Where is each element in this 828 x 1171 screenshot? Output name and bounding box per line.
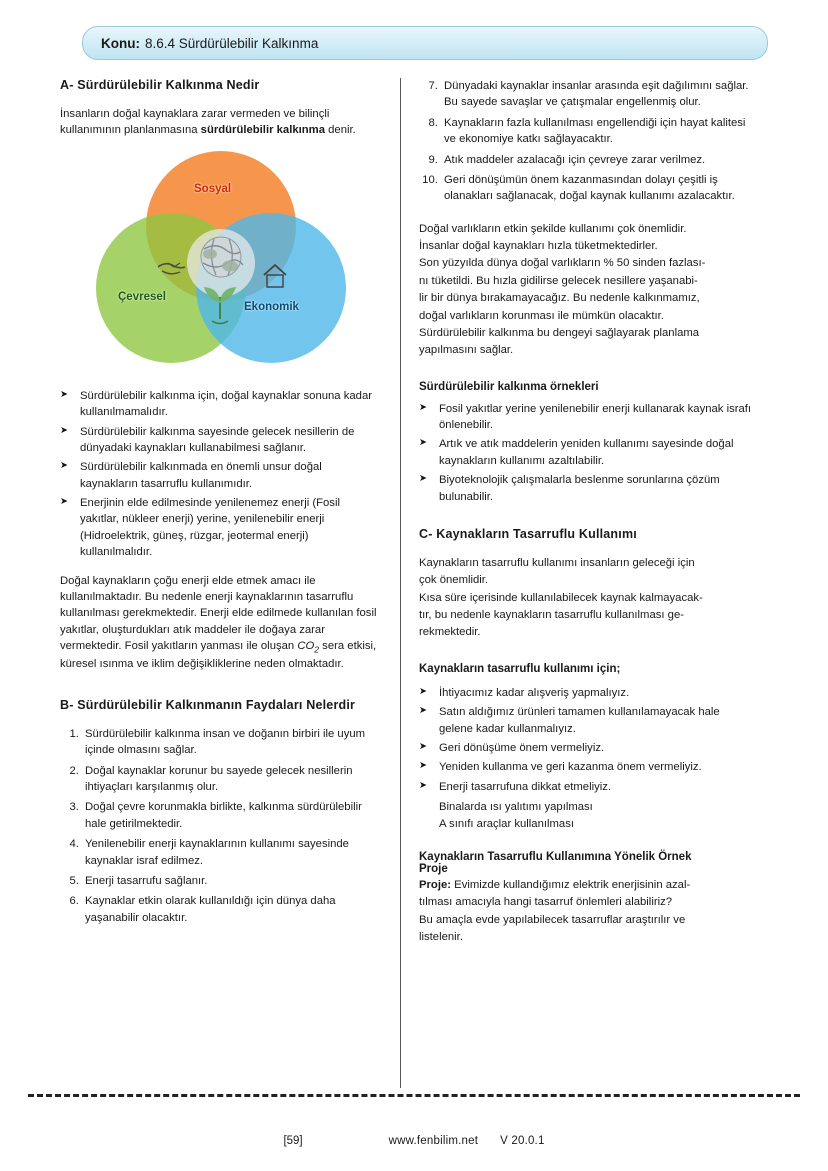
- list-item: 3. Doğal çevre korunmakla birlikte, kalkınma sürdürülebilir hale getirilmektedir.: [82, 799, 382, 832]
- venn-diagram: [96, 151, 346, 366]
- list-item: ➤ Geri dönüşüme önem vermeliyiz.: [419, 740, 756, 756]
- saving-tips-list: [419, 685, 756, 795]
- topic-label: Konu:: [101, 35, 140, 51]
- efficient-use-paragraph: [419, 555, 756, 641]
- project-heading-line1: Kaynakların Tasarruflu Kullanımına Yönelik Örnek: [419, 850, 692, 863]
- formula-co2-subscript: 2: [314, 644, 320, 655]
- list-item: ➤ Satın aldığımız ürünleri tamamen kullanılamayacak hale gelene kadar kullanmalıyız.: [419, 704, 756, 737]
- version-label: V 20.0.1: [500, 1135, 545, 1147]
- benefits-numbered-list: [60, 726, 382, 926]
- venn-diagram-figure: [60, 151, 382, 366]
- list-item: 6. Kaynaklar etkin olarak kullanıldığı için dünya daha yaşanabilir olacaktır.: [82, 893, 382, 926]
- paragraph-line: nı tüketildi. Bu hızla gidilirse gelecek nesillere yaşanabi-: [419, 274, 698, 287]
- paragraph-line: listelenir.: [419, 930, 463, 943]
- formula-co2: [297, 640, 320, 655]
- project-line-text: Evimizde kullandığımız elektrik enerjisinin azal-: [451, 878, 691, 891]
- paragraph-line: İnsanlar doğal kaynakları hızla tüketmektedirler.: [419, 240, 658, 252]
- paragraph-line: lir bir dünya bırakamayacağız. Bu nedenle kalkınmamız,: [419, 292, 700, 305]
- examples-list: [419, 401, 756, 505]
- examples-heading: Sürdürülebilir kalkınma örnekleri: [419, 380, 599, 393]
- paragraph-line: Doğal varlıkların etkin şekilde kullanımı çok önemlidir.: [419, 222, 687, 235]
- paragraph-line: Son yüzyılda dünya doğal varlıkların % 50 sinden fazlası-: [419, 257, 706, 270]
- paragraph-line: rekmektedir.: [419, 626, 481, 639]
- website-url: www.fenbilim.net: [388, 1135, 479, 1147]
- paragraph-line: çok önemlidir.: [419, 574, 489, 587]
- benefits-numbered-list-continued: [419, 78, 756, 205]
- list-item: 4. Yenilenebilir enerji kaynaklarının kullanımı sayesinde kaynaklar israf edilmez.: [82, 836, 382, 869]
- right-column: [401, 78, 756, 1093]
- list-item: ➤ Enerjinin elde edilmesinde yenilenemez enerji (Fosil yakıtlar, nükleer enerji) yerine, yenilenebilir enerji (Hidroelektrik, güneş, rüzgar, jeotermal enerji) kullanılmalıdır.: [60, 495, 382, 561]
- venn-label-economic: Ekonomik: [244, 300, 299, 313]
- formula-co2-letters: CO: [297, 640, 315, 652]
- paragraph-line: Sürdürülebilir kalkınma bu dengeyi sağlayarak planlama: [419, 326, 700, 339]
- project-label: Proje:: [419, 878, 452, 891]
- list-item: ➤ Yeniden kullanma ve geri kazanma önem vermeliyiz.: [419, 759, 756, 775]
- list-item: 8. Kaynakların fazla kullanılması engellendiği için hayat kalitesi ve ekonomiye katkı sağlayacaktır.: [441, 115, 756, 148]
- saving-for-heading: Kaynakların tasarruflu kullanımı için;: [419, 662, 621, 675]
- topic-title-bar: [82, 26, 768, 60]
- list-item: ➤ Sürdürülebilir kalkınma için, doğal kaynaklar sonuna kadar kullanılmamalıdır.: [60, 388, 382, 421]
- page-footer: [0, 1135, 828, 1147]
- topic-value: 8.6.4 Sürdürülebilir Kalkınma: [144, 35, 319, 51]
- list-item: ➤ Sürdürülebilir kalkınma sayesinde gelecek nesillerin de dünyadaki kaynakları kullanabilmesi sağlanır.: [60, 424, 382, 457]
- project-heading-line2: Proje: [419, 862, 448, 875]
- section-a-intro: [60, 106, 382, 139]
- paragraph-line: tır, bu nedenle kaynakların tasarruflu kullanılması ge-: [419, 609, 684, 621]
- list-item: 10. Geri dönüşümün önem kazanmasından dolayı çeşitli iş olanakları sağlanacak, doğal kaynak kullanımı azalacaktır.: [441, 172, 756, 205]
- list-item: 7. Dünyadaki kaynaklar insanlar arasında eşit dağılımını sağlar. Bu sayede savaşlar ve çatışmalar engellenmiş olur.: [441, 78, 756, 111]
- list-item: ➤ Artık ve atık maddelerin yeniden kullanımı sayesinde doğal kaynakların kullanımı azaltılabilir.: [419, 436, 756, 469]
- venn-label-environmental: Çevresel: [118, 290, 166, 303]
- section-c-heading: C- Kaynakların Tasarruflu Kullanımı: [419, 526, 637, 541]
- natural-resources-paragraph: [419, 221, 756, 359]
- list-item: ➤ Fosil yakıtlar yerine yenilenebilir enerji kullanarak kaynak israfı önlenebilir.: [419, 401, 756, 434]
- paragraph-line: doğal varlıkların korunması ile mümkün olacaktır.: [419, 309, 664, 322]
- paragraph-line: yapılmasını sağlar.: [419, 344, 514, 357]
- paragraph-line: Binalarda ısı yalıtımı yapılması: [439, 801, 593, 813]
- list-item: 2. Doğal kaynaklar korunur bu sayede gelecek nesillerin ihtiyaçları karşılanmış olur.: [82, 763, 382, 796]
- venn-label-social: Sosyal: [194, 182, 232, 195]
- list-item: ➤ Biyoteknolojik çalışmalarla beslenme sorunlarına çözüm bulunabilir.: [419, 472, 756, 505]
- paragraph-line: Bu amaçla evde yapılabilecek tasarruflar araştırılır ve: [419, 913, 686, 926]
- saving-tips-extra-lines: [419, 799, 756, 833]
- list-item: ➤ Sürdürülebilir kalkınmada en önemli unsur doğal kaynakların tasarruflu kullanımıdır.: [60, 459, 382, 492]
- left-arrow-bullet-list: [60, 388, 382, 561]
- section-a-heading: A- Sürdürülebilir Kalkınma Nedir: [60, 78, 260, 92]
- paragraph-line: tılması amacıyla hangi tasarruf önlemleri alabiliriz?: [419, 896, 673, 909]
- intro-bold-term: sürdürülebilir kalkınma: [200, 124, 325, 137]
- list-item: 5. Enerji tasarrufu sağlanır.: [82, 873, 382, 889]
- left-column: [60, 78, 400, 1093]
- paragraph-text-cont: sera etkisi, küresel ısınma ve iklim değişikliklerine neden olmaktadır.: [60, 640, 377, 670]
- project-description: [419, 877, 756, 946]
- list-item: ➤ Enerji tasarrufuna dikkat etmeliyiz.: [419, 779, 756, 795]
- paragraph-text: Doğal kaynakların çoğu enerji elde etmek amacı ile kullanılmaktadır. Bu nedenle enerji kaynaklarının tasarruflu kullanılması gerekmektedir. Enerji elde edilmede kullanılan fosil yakıtlar, oluşturdukları atık maddeler ile doğaya zarar vermektedir. Fosil yakıtların yanması ile oluşan: [60, 574, 377, 652]
- list-item: 9. Atık maddeler azalacağı için çevreye zarar verilmez.: [441, 152, 756, 168]
- paragraph-line: A sınıfı araçlar kullanılması: [439, 818, 574, 831]
- project-heading: [419, 851, 756, 875]
- project-first-line: [419, 877, 756, 893]
- section-b-heading: B- Sürdürülebilir Kalkınmanın Faydaları Nelerdir: [60, 697, 356, 712]
- page-number: [59]: [283, 1135, 303, 1147]
- two-column-body: [60, 78, 768, 1093]
- list-item: 1. Sürdürülebilir kalkınma insan ve doğanın birbiri ile uyum içinde olmasını sağlar.: [82, 726, 382, 759]
- paragraph-line: Kaynakların tasarruflu kullanımı insanların geleceği için: [419, 556, 695, 569]
- left-paragraph-fossil-fuels: [60, 573, 382, 672]
- paragraph-line: Kısa süre içerisinde kullanılabilecek kaynak kalmayacak-: [419, 591, 703, 604]
- intro-text-part2: denir.: [324, 124, 356, 137]
- list-item: ➤ İhtiyacımız kadar alışveriş yapmalıyız.: [419, 685, 756, 701]
- intro-text-part1: İnsanların doğal kaynaklara zarar vermeden ve bilinçli kullanımının planlanmasına: [60, 108, 330, 137]
- footer-dashed-divider: [28, 1094, 800, 1097]
